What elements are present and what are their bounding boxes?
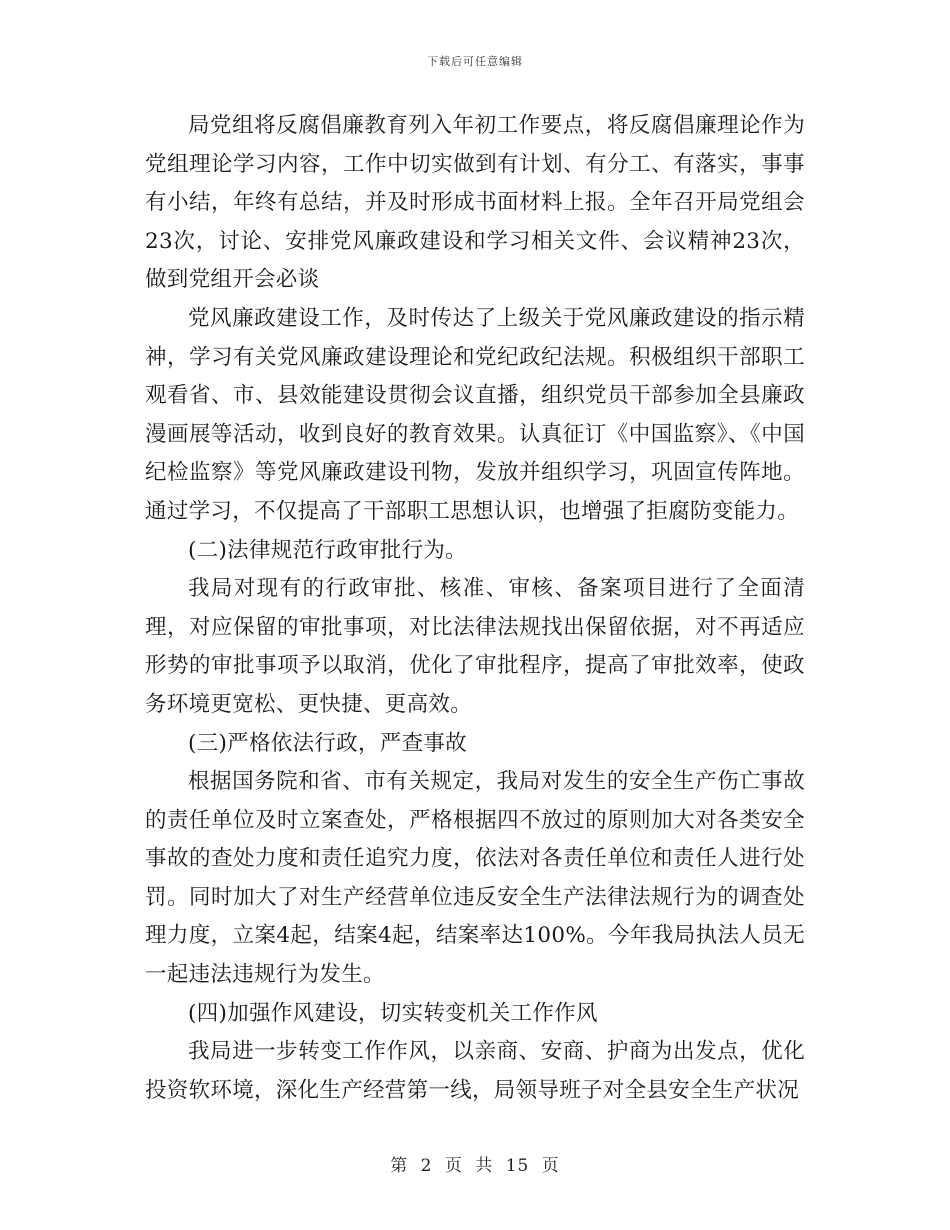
- paragraph-approval-cleanup: 我局对现有的行政审批、核准、审核、备案项目进行了全面清理，对应保留的审批事项，对比法律法规找出保留依据，对不再适应形势的审批事项予以取消，优化了审批程序，提高了审批效率，使政务环境更宽松、更快捷、更高效。: [145, 576, 805, 717]
- page-number-footer: 第 2 页 共 15 页: [390, 1156, 560, 1176]
- section-heading-law-enforcement: (三)严格依法行政，严查事故: [188, 730, 467, 756]
- section-heading-administrative-approval: (二)法律规范行政审批行为。: [188, 537, 467, 563]
- page-header: 下载后可任意编辑: [427, 55, 523, 68]
- paragraph-work-style: 我局进一步转变工作作风，以亲商、安商、护商为出发点，优化投资软环境，深化生产经营第一线，局领导班子对全县安全生产状况: [145, 1039, 805, 1103]
- paragraph-clean-governance: 党风廉政建设工作，及时传达了上级关于党风廉政建设的指示精神，学习有关党风廉政建设理论和党纪政纪法规。积极组织干部职工观看省、市、县效能建设贯彻会议直播，组织党员干部参加全县廉政漫画展等活动，收到良好的教育效果。认真征订《中国监察》、《中国纪检监察》等党风廉政建设刊物，发放并组织学习，巩固宣传阵地。通过学习，不仅提高了干部职工思想认识，也增强了拒腐防变能力。: [145, 305, 805, 524]
- section-heading-work-style: (四)加强作风建设，切实转变机关工作作风: [188, 1000, 598, 1026]
- paragraph-party-education: 局党组将反腐倡廉教育列入年初工作要点，将反腐倡廉理论作为党组理论学习内容，工作中切实做到有计划、有分工、有落实，事事有小结，年终有总结，并及时形成书面材料上报。全年召开局党组会23次，讨论、安排党风廉政建设和学习相关文件、会议精神23次，做到党组开会必谈: [145, 113, 805, 293]
- paragraph-accident-investigation: 根据国务院和省、市有关规定，我局对发生的安全生产伤亡事故的责任单位及时立案查处，严格根据四不放过的原则加大对各类安全事故的查处力度和责任追究力度，依法对各责任单位和责任人进行处罚。同时加大了对生产经营单位违反安全生产法律法规行为的调查处理力度，立案4起，结案4起，结案率达100%。今年我局执法人员无一起违法违规行为发生。: [145, 769, 805, 988]
- document-body: [145, 107, 805, 1110]
